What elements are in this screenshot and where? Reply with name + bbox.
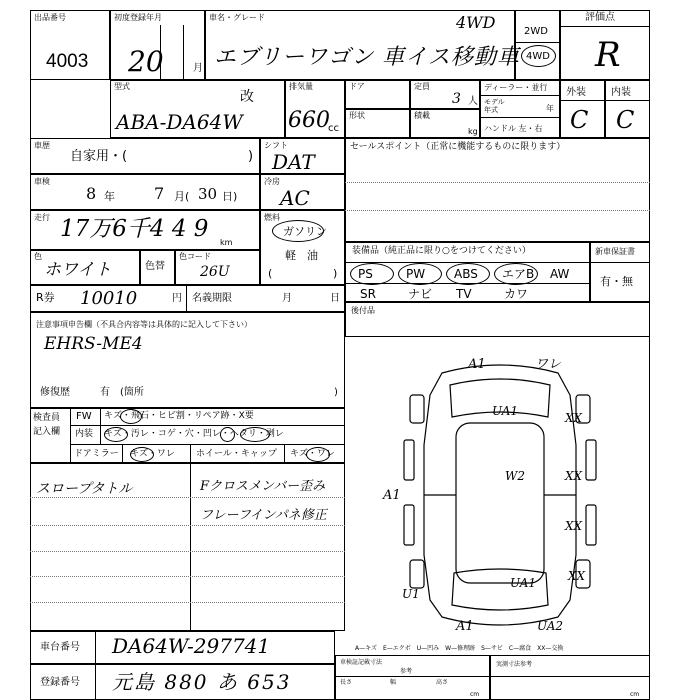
color-label: 色 [34,252,42,261]
model-year-label: モデル年式 [484,98,505,114]
type-mod: 改 [240,89,254,105]
color-change-label: 色替 [145,261,165,272]
damage-mark-r-rear: XX [565,519,583,533]
sales-point-label: セールスポイント（正常に機能するものに限ります） [350,142,566,152]
wheel-text: キズ・ワレ [290,449,335,459]
size-width: 幅 [390,679,397,686]
repair-label: 修復歴 [40,387,70,398]
reg-label: 登録番号 [40,677,80,688]
damage-mark-r-quarter: XX [568,569,586,583]
equipment-circle-2 [446,263,490,285]
chassis-type: ABA-DA64W [116,110,243,134]
mirror-text: キズ・ワレ [130,449,175,459]
mirror-label: ドアミラー [74,449,119,459]
equipment-item-row2-3: カワ [504,287,529,301]
equipment-item-2: ABS [454,267,478,281]
tax-month: 月 [282,293,292,304]
equipment-item-3: エアB [502,267,535,281]
damage-mark-r-slide: XX [565,469,583,483]
model-grade-label: 車名・グレード [209,13,265,22]
damage-mark-rear-a1: A1 [456,619,474,634]
damage-legend: A—キズ E—エクボ U—凹み W—修理跡 S—サビ C—腐食 XX—交換 [355,645,564,652]
size-label-1: 車検証記載寸法 [340,659,383,666]
interior-grade: C [616,106,635,134]
inspection-label: 車検 [34,177,50,186]
chassis-label: 車台番号 [40,642,80,653]
equipment-item-row2-0: SR [360,287,376,301]
score-label: 評価点 [585,12,615,23]
damage-mark-tailgate: UA1 [510,576,537,590]
equipment-circle-1 [398,263,442,285]
equipment-item-row2-1: ナビ [408,287,433,301]
interior-check-label: 内装 [75,429,94,439]
chassis-value: DA64W-297741 [112,634,271,658]
lot-number: 4003 [46,51,89,72]
door-label: ドア [349,82,365,91]
checker-label-2: 記入欄 [33,427,61,437]
remark-left: スロープタトル [36,481,133,497]
load-label: 積載 [414,111,430,120]
first-reg-label: 初度登録年月 [114,13,162,22]
inspection-day-unit: 日) [222,190,238,203]
measured-cm: cm [630,691,640,698]
measured-label: 実測寸法参考 [496,661,533,668]
remark-right-2: フレーフインパネ修正 [200,508,327,523]
mileage-value: 17万6千4 4 9 [60,216,209,242]
color-value: ホワイト [44,260,112,280]
fuel-label: 燃料 [264,213,280,222]
reg-value: 元島 880 あ 653 [112,670,292,694]
usage-label: 車歴 [34,141,50,150]
size-length: 長さ [340,679,353,686]
shift-value: DAT [272,150,315,174]
year-unit: 年 [546,104,554,113]
cc-unit: cc [328,123,339,134]
ac-label: 冷房 [264,177,280,186]
damage-mark-l-side: A1 [383,488,401,503]
first-reg-year: 20 [128,45,164,78]
month-unit: 月 [193,63,203,74]
damage-mark-front-crack: ワレ [535,357,562,372]
person-unit: 人 [468,96,478,107]
damage-mark-rear-ua2: UA2 [537,619,564,633]
damage-mark-rf-door: XX [565,411,583,425]
size-height: 高さ [436,679,449,686]
inspection-day: 30 [198,185,218,203]
recycle-label: R券 [36,291,55,304]
recycle-value: 10010 [80,288,138,309]
fuel-value: ガソリン [283,225,327,238]
recycle-cell [30,285,345,312]
equipment-item-4: AW [550,267,570,281]
sales-point-cell [345,138,650,242]
equipment-circle-0 [350,263,394,285]
drive-note: 4WD [456,13,496,32]
checker-label-1: 検査員 [33,413,61,423]
equipment-label: 装備品（純正品に限り○をつけてください） [352,246,531,256]
capacity-value: 3 [452,91,461,107]
mileage-unit: km [220,238,233,247]
type-label: 型式 [114,82,130,91]
aftermarket-label: 後付品 [351,306,375,315]
shift-label: シフト [264,141,288,150]
damage-mark-front-a1: A1 [468,357,486,372]
notes-text: EHRS-ME4 [44,334,143,354]
shape-label: 形状 [349,111,365,120]
dealer-label: ディーラー・並行 [484,83,548,92]
drive-2wd: 2WD [524,26,548,37]
model-name: エブリーワゴン 車イス移動車 [214,45,520,70]
new-car-value: 有・無 [600,275,633,288]
usage-cell [30,138,260,174]
aftermarket-cell [345,302,650,337]
repair-value: 有 (箇所 [100,387,144,398]
displacement-label: 排気量 [289,82,313,91]
inspection-month-unit: 月( [174,190,190,203]
equipment-item-0: PS [358,267,373,281]
handle-label: ハンドル 左・右 [484,124,543,133]
damage-mark-roof: W2 [505,469,525,483]
color-code-value: 26U [200,264,230,280]
tax-day: 日 [330,293,340,304]
interior-check-text: キズ・汚レ・コゲ・穴・凹レ・ヘタリ・剥レ [104,429,284,439]
interior-label: 内装 [611,87,631,98]
score-value: R [595,35,621,75]
lot-label: 出品番号 [34,13,66,22]
remark-right-1: Fクロスメンバー歪み [200,479,326,494]
drive-4wd: 4WD [526,51,550,62]
kg-unit: kg [468,127,478,136]
equipment-item-1: PW [406,267,426,281]
wheel-label: ホイール・キャップ [196,449,277,459]
tax-label: 名義期限 [192,293,232,304]
exterior-label: 外装 [566,87,586,98]
ac-value: AC [280,186,310,210]
new-car-label: 新車保証書 [595,247,635,256]
equipment-circle-3 [494,263,538,285]
notes-label: 注意事項申告欄（不具合内容等は具体的に記入して下さい） [36,320,252,329]
usage-value: 自家用・( [70,149,128,164]
size-label-2: 参考 [400,668,413,675]
fw-text: キズ・飛石・ヒビ割・リペア跡・X要 [104,411,254,421]
damage-mark-l-rear: U1 [402,587,420,601]
inspection-month: 7 [154,184,165,203]
color-code-label: 色コード [179,252,211,261]
fuel-value-2: 軽 油 [285,249,318,262]
capacity-label: 定員 [414,82,430,91]
inspection-year: 8 [86,184,97,203]
mileage-label: 走行 [34,213,50,222]
repair-close: ) [334,387,338,398]
exterior-grade: C [570,106,589,134]
fw-label: FW [76,411,92,422]
equipment-item-row2-2: TV [456,287,472,301]
displacement-value: 660 [288,108,330,133]
damage-mark-hood: UA1 [492,404,519,418]
size-cm: cm [470,691,480,698]
recycle-yen: 円 [172,293,182,304]
inspection-year-unit: 年 [104,190,115,203]
